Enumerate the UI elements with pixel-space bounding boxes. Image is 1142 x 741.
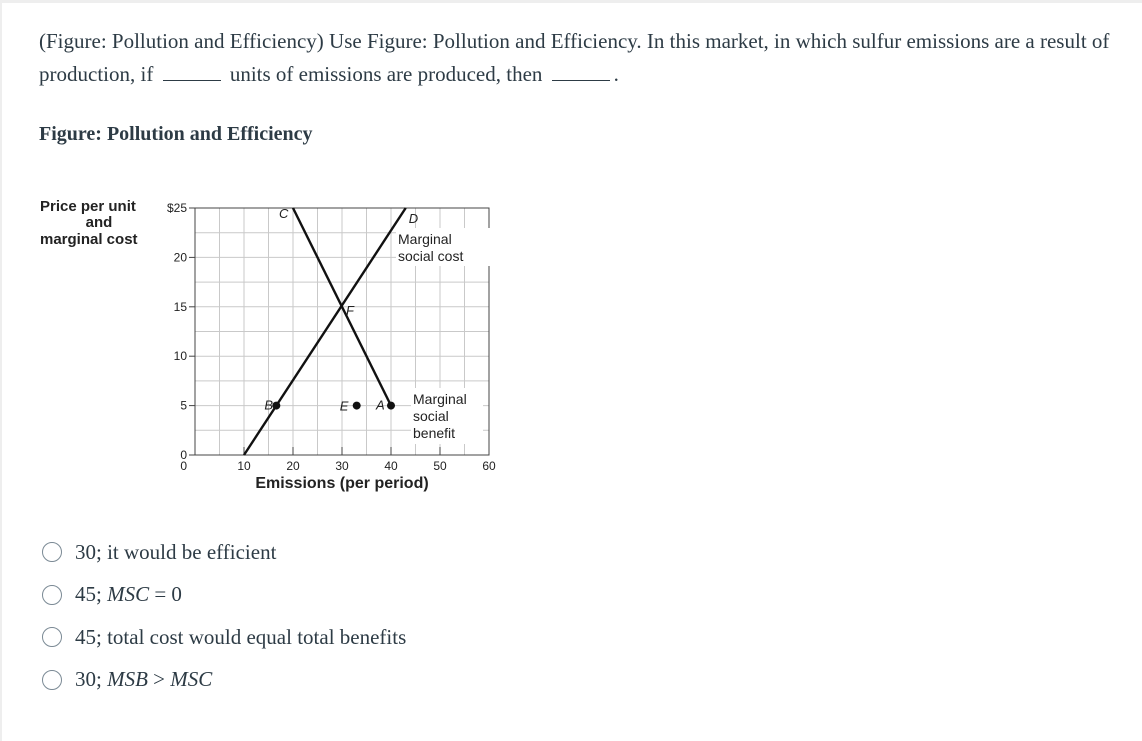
point-b-marker (272, 402, 280, 410)
answer-option-4[interactable] (42, 659, 406, 702)
x-tick-label: 10 (237, 459, 251, 473)
point-e-label: E (339, 398, 349, 414)
blank-1 (163, 62, 221, 81)
msb-label-line: Marginal (413, 391, 467, 407)
answer-text: 45; (75, 582, 108, 607)
answer-text: 45; total cost would equal total benefits (75, 624, 407, 649)
y-tick-label: 0 (180, 448, 187, 462)
y-tick-label: $25 (166, 201, 187, 215)
msb-label-line: benefit (413, 425, 456, 441)
x-tick-label: 30 (335, 459, 349, 473)
answer-text: 30; (75, 667, 108, 692)
radio-button[interactable] (42, 542, 62, 562)
point-b-label: B (264, 397, 274, 413)
chart-svg (32, 188, 512, 498)
answer-label (75, 582, 182, 607)
point-c-label: C (279, 206, 289, 221)
answer-label (75, 540, 276, 565)
y-axis-label-line: and (85, 214, 113, 231)
y-axis-label-line: Price per unit (40, 198, 136, 215)
answer-italic-text: MSC (107, 582, 150, 607)
question-part-1: (Figure: Pollution and Efficiency) Use Figure: Pollution and Efficiency. In this market, in which sulfur emissions are a result of production, if (39, 29, 1110, 86)
y-tick-label: 15 (173, 299, 187, 314)
msb-label-line: social (413, 408, 449, 424)
answer-text: = 0 (149, 582, 182, 607)
question-text (39, 25, 1119, 91)
blank-2 (552, 62, 610, 81)
question-part-3: . (613, 62, 619, 86)
point-e-marker (353, 402, 361, 410)
answer-option-3[interactable] (42, 616, 406, 659)
answer-label (75, 667, 212, 692)
answer-italic-text: MSC (170, 667, 213, 692)
answer-option-1[interactable] (42, 531, 406, 574)
y-axis-label-line: marginal cost (40, 231, 138, 248)
msc-label-line: social cost (398, 248, 464, 264)
radio-button[interactable] (42, 670, 62, 690)
radio-button[interactable] (42, 627, 62, 647)
x-tick-label: 40 (384, 459, 398, 473)
point-f-label: F (346, 302, 354, 318)
x-axis-label: Emissions (per period) (255, 475, 429, 492)
x-origin-label: 0 (180, 459, 187, 473)
msc-label-line: Marginal (398, 231, 452, 247)
y-tick-label: 10 (173, 349, 187, 364)
question-part-2: units of emissions are produced, then (229, 62, 543, 86)
radio-button[interactable] (42, 585, 62, 605)
answer-list (42, 531, 406, 701)
answer-text: 30; it would be efficient (75, 539, 277, 564)
point-d-label: D (408, 211, 419, 226)
x-tick-label: 60 (482, 459, 496, 473)
point-a-label: A (376, 397, 385, 413)
x-tick-label: 20 (286, 459, 300, 473)
y-tick-label: 5 (180, 398, 187, 413)
answer-label (75, 625, 406, 650)
x-tick-label: 50 (433, 459, 447, 473)
y-tick-label: 20 (173, 250, 187, 265)
point-a-marker (387, 402, 395, 410)
answer-text: > (147, 667, 171, 692)
pollution-efficiency-chart (32, 188, 512, 498)
answer-option-2[interactable] (42, 574, 406, 617)
figure-title: Figure: Pollution and Efficiency (39, 123, 313, 145)
answer-italic-text: MSB (107, 667, 148, 692)
